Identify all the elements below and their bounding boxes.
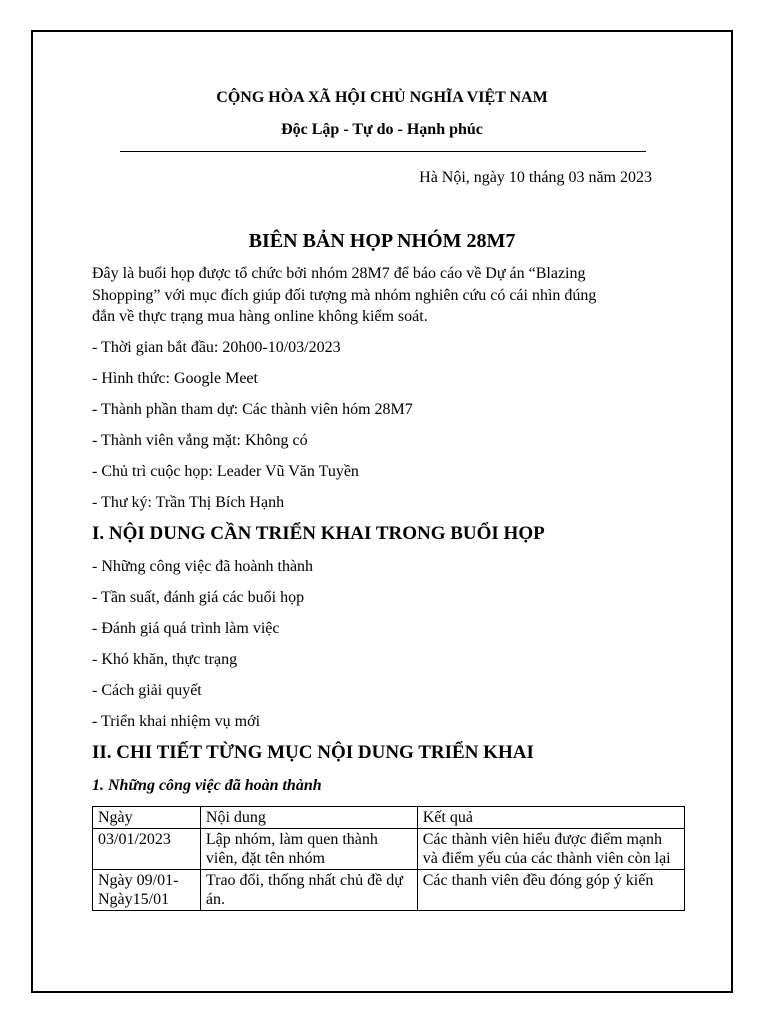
intro-line: Đây là buổi họp được tổ chức bởi nhóm 28M7 để báo cáo về Dự án “Blazing <box>92 265 586 282</box>
detail-attendees: - Thành phần tham dự: Các thành viên hóm 28M7 <box>92 401 413 418</box>
section1-item: - Đánh giá quá trình làm việc <box>92 620 280 637</box>
header-divider <box>120 151 646 152</box>
section1-item: - Khó khăn, thực trạng <box>92 651 238 668</box>
table-row <box>93 870 685 911</box>
motto: Độc Lập - Tự do - Hạnh phúc <box>281 121 483 138</box>
detail-format: - Hình thức: Google Meet <box>92 370 258 387</box>
section1-heading: I. NỘI DUNG CẦN TRIỂN KHAI TRONG BUỔI HỌP <box>92 523 545 544</box>
table-header-result: Kết quả <box>417 807 684 829</box>
section1-item: - Cách giải quyết <box>92 682 202 699</box>
intro-line: Shopping” với mục đích giúp đối tượng mà nhóm nghiên cứu có cái nhìn đúng <box>92 286 597 304</box>
table-cell-content: Trao đổi, thống nhất chủ đề dự án. <box>200 870 417 911</box>
national-title: CỘNG HÒA XÃ HỘI CHỦ NGHĨA VIỆT NAM <box>216 89 548 106</box>
detail-start-time: - Thời gian bắt đầu: 20h00-10/03/2023 <box>92 339 341 356</box>
section1-item: - Triển khai nhiệm vụ mới <box>92 713 261 730</box>
place-date: Hà Nội, ngày 10 tháng 03 năm 2023 <box>419 169 652 186</box>
intro-paragraph <box>92 263 672 328</box>
table-row <box>93 829 685 870</box>
table-cell-result: Các thanh viên đều đóng góp ý kiến <box>417 870 684 911</box>
document-title: BIÊN BẢN HỌP NHÓM 28M7 <box>248 230 516 252</box>
section1-item: - Tần suất, đánh giá các buổi họp <box>92 589 305 606</box>
table-cell-date: Ngày 09/01-Ngày15/01 <box>93 870 201 911</box>
detail-secretary: - Thư ký: Trần Thị Bích Hạnh <box>92 494 285 511</box>
detail-absent: - Thành viên vắng mặt: Không có <box>92 432 308 449</box>
section2-heading: II. CHI TIẾT TỪNG MỤC NỘI DUNG TRIỂN KHAI <box>92 742 534 763</box>
table-header-date: Ngày <box>93 807 201 829</box>
table-cell-result: Các thành viên hiểu được điểm mạnh và điểm yếu của các thành viên còn lại <box>417 829 684 870</box>
detail-chair: - Chủ trì cuộc họp: Leader Vũ Văn Tuyền <box>92 463 359 480</box>
table-header-row <box>93 807 685 829</box>
table-cell-content: Lập nhóm, làm quen thành viên, đặt tên nhóm <box>200 829 417 870</box>
table-header-content: Nội dung <box>200 807 417 829</box>
table-cell-date: 03/01/2023 <box>93 829 201 870</box>
section2-subheading: 1. Những công việc đã hoàn thành <box>92 777 322 794</box>
section1-item: - Những công việc đã hoành thành <box>92 558 314 575</box>
intro-line: đắn về thực trạng mua hàng online không kiểm soát. <box>92 308 428 325</box>
completed-work-table <box>92 806 685 911</box>
